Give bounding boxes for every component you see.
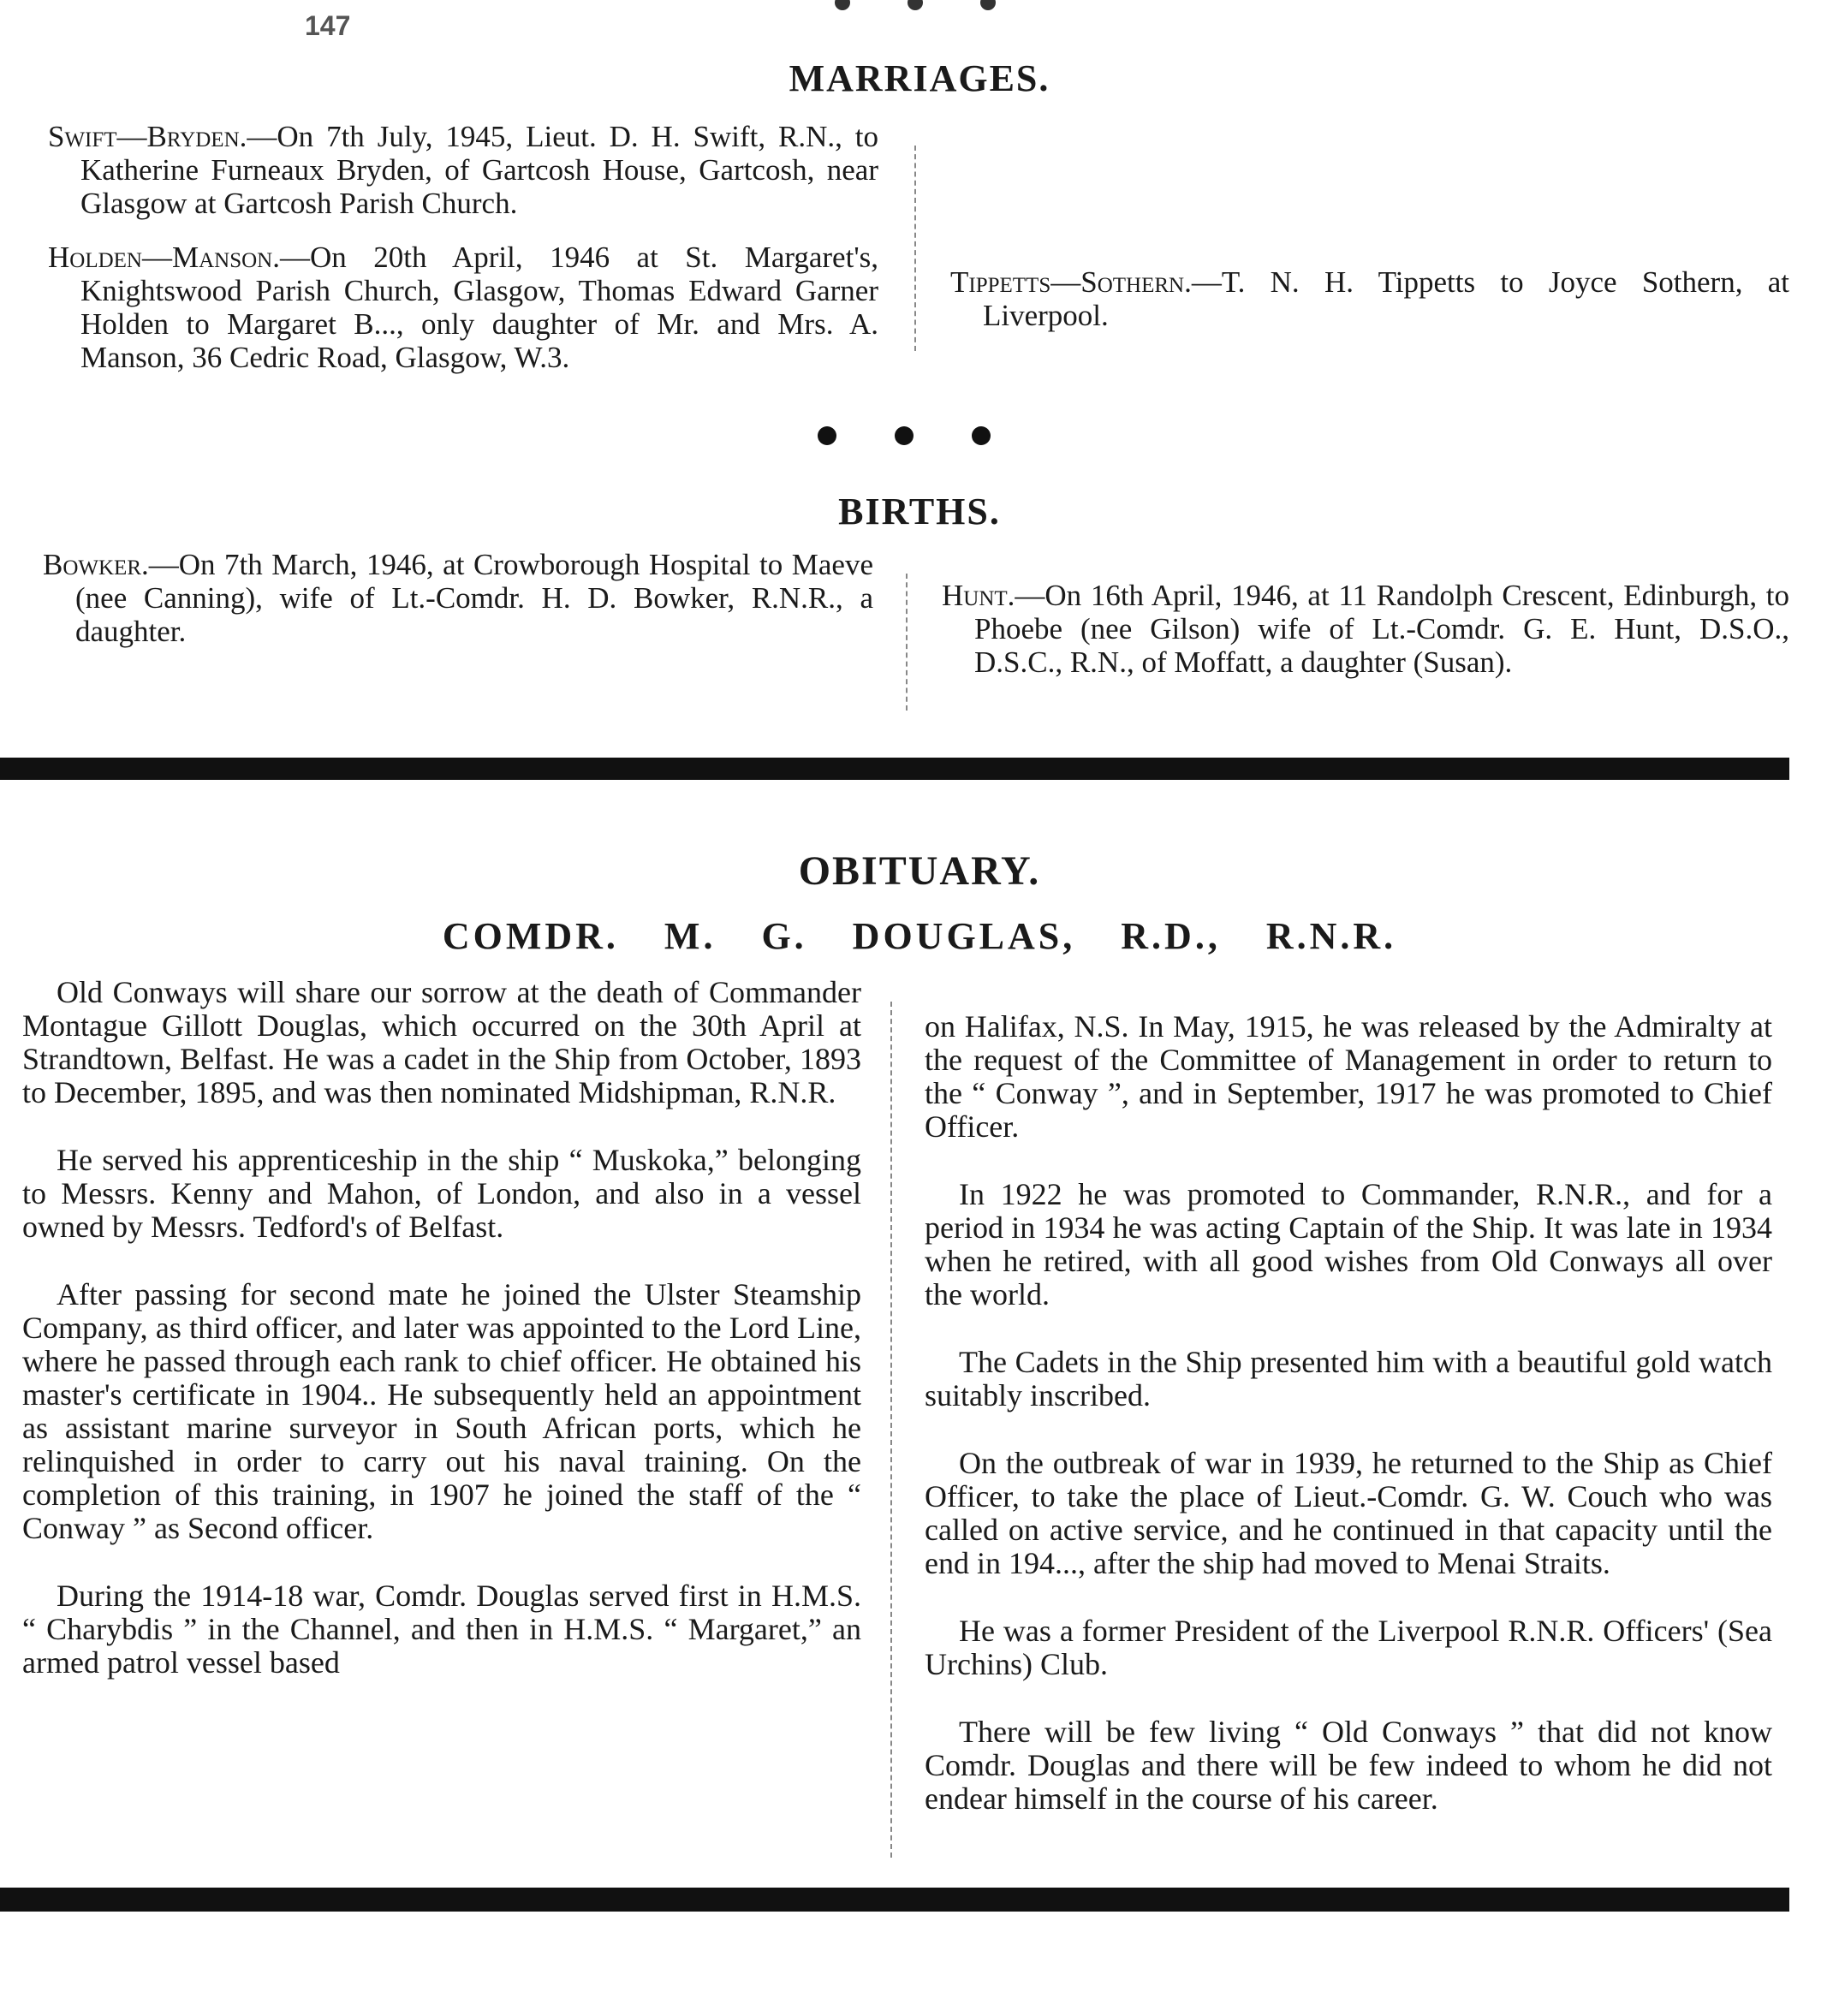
obituary-paragraph: He served his apprenticeship in the ship “ Muskoka,” belonging to Messrs. Kenny and Mahon, of London, and also in a vessel owned by Messrs. Tedford's of Belfast. bbox=[22, 1143, 861, 1244]
entry-text: —On 7th March, 1946, at Crowborough Hospital to Maeve (nee Canning), wife of Lt.-Comdr. H. D. Bowker, R.N.R., a daughter. bbox=[75, 548, 873, 648]
column-divider bbox=[890, 1002, 892, 1858]
entry-text: —On 7th July, 1945, Lieut. D. H. Swift, R.N., to Katherine Furneaux Bryden, of Gartcosh House, Gartcosh, near Glasgow at Gartcosh Parish Church. bbox=[80, 120, 878, 220]
obituary-paragraph: on Halifax, N.S. In May, 1915, he was released by the Admiralty at the request of the Committee of Management in order to return to the “ Conway ”, and in September, 1917 he was promoted to Chief Officer. bbox=[925, 1009, 1772, 1144]
births-right-column bbox=[942, 579, 1789, 699]
horizontal-rule bbox=[0, 758, 1789, 780]
birth-entry bbox=[43, 548, 873, 648]
birth-entry bbox=[942, 579, 1789, 679]
entry-names: Hunt. bbox=[942, 579, 1015, 612]
entry-text: —On 20th April, 1946 at St. Margaret's, Knightswood Parish Church, Glasgow, Thomas Edward Garner Holden to Margaret B..., only daughter of Mr. and Mrs. A. Manson, 36 Cedric Road, Glasgow, W.3. bbox=[80, 241, 878, 374]
entry-names: Tippetts—Sothern. bbox=[950, 265, 1192, 299]
marriages-right-column bbox=[950, 265, 1789, 353]
top-ornament bbox=[818, 0, 1015, 15]
separator-dot bbox=[818, 426, 836, 445]
obituary-paragraph: During the 1914-18 war, Comdr. Douglas served first in H.M.S. “ Charybdis ” in the Channel, and then in H.M.S. “ Margaret,” an armed patrol vessel based bbox=[22, 1579, 861, 1680]
obituary-paragraph: He was a former President of the Liverpool R.N.R. Officers' (Sea Urchins) Club. bbox=[925, 1614, 1772, 1681]
section-separator-dots bbox=[818, 426, 1015, 447]
marriages-heading: MARRIAGES. bbox=[789, 57, 1050, 99]
obituary-paragraph: Old Conways will share our sorrow at the death of Commander Montague Gillott Douglas, which occurred on the 30th April at Strandtown, Belfast. He was a cadet in the Ship from October, 1893 to December, 1895, and was then nominated Midshipman, R.N.R. bbox=[22, 975, 861, 1109]
obituary-paragraph: On the outbreak of war in 1939, he returned to the Ship as Chief Officer, to take the place of Lieut.-Comdr. G. W. Couch who was called on active service, and he continued in that capacity until the end in 194..., after the ship had moved to Menai Straits. bbox=[925, 1446, 1772, 1580]
obituary-paragraph: In 1922 he was promoted to Commander, R.N.R., and for a period in 1934 he was acting Captain of the Ship. It was late in 1934 when he retired, with all good wishes from Old Conways all over the world. bbox=[925, 1177, 1772, 1311]
obituary-paragraph: The Cadets in the Ship presented him with a beautiful gold watch suitably inscribed. bbox=[925, 1345, 1772, 1412]
entry-names: Swift—Bryden. bbox=[48, 120, 247, 153]
page-number: 147 bbox=[305, 10, 351, 41]
obituary-subheading: COMDR. M. G. DOUGLAS, R.D., R.N.R. bbox=[442, 915, 1397, 957]
marriages-left-column bbox=[48, 120, 878, 395]
obituary-heading: OBITUARY. bbox=[798, 848, 1041, 894]
marriage-entry bbox=[48, 120, 878, 220]
separator-dot bbox=[895, 426, 914, 445]
entry-text: —On 16th April, 1946, at 11 Randolph Crescent, Edinburgh, to Phoebe (nee Gilson) wife of Lt.-Comdr. G. E. Hunt, D.S.O., D.S.C., R.N., of Moffatt, a daughter (Susan). bbox=[974, 579, 1789, 679]
entry-names: Bowker. bbox=[43, 548, 149, 581]
ornament-dot bbox=[908, 0, 923, 10]
births-left-column bbox=[43, 548, 873, 669]
column-divider bbox=[906, 574, 908, 711]
column-divider bbox=[914, 146, 916, 351]
obituary-right-column bbox=[925, 1010, 1772, 1850]
obituary-paragraph: After passing for second mate he joined the Ulster Steamship Company, as third officer, and later was appointed to the Lord Line, where he passed through each rank to chief officer. He obtained his master's certificate in 1904.. He subsequently held an appointment as assistant marine surveyor in South African ports, which he relinquished in order to carry out his naval training. On the completion of this training, in 1907 he joined the staff of the “ Conway ” as Second officer. bbox=[22, 1277, 861, 1545]
entry-names: Holden—Manson. bbox=[48, 241, 280, 274]
births-heading: BIRTHS. bbox=[838, 491, 1001, 532]
obituary-paragraph: There will be few living “ Old Conways ” that did not know Comdr. Douglas and there will be few indeed to whom he did not endear himself in the course of his career. bbox=[925, 1715, 1772, 1816]
entry-text: —T. N. H. Tippetts to Joyce Sothern, at Liverpool. bbox=[983, 265, 1789, 332]
horizontal-rule bbox=[0, 1888, 1789, 1912]
marriage-entry bbox=[48, 241, 878, 374]
marriage-entry bbox=[950, 265, 1789, 332]
ornament-dot bbox=[980, 0, 996, 10]
obituary-left-column bbox=[22, 976, 861, 1714]
ornament-dot bbox=[835, 0, 850, 10]
separator-dot bbox=[972, 426, 991, 445]
